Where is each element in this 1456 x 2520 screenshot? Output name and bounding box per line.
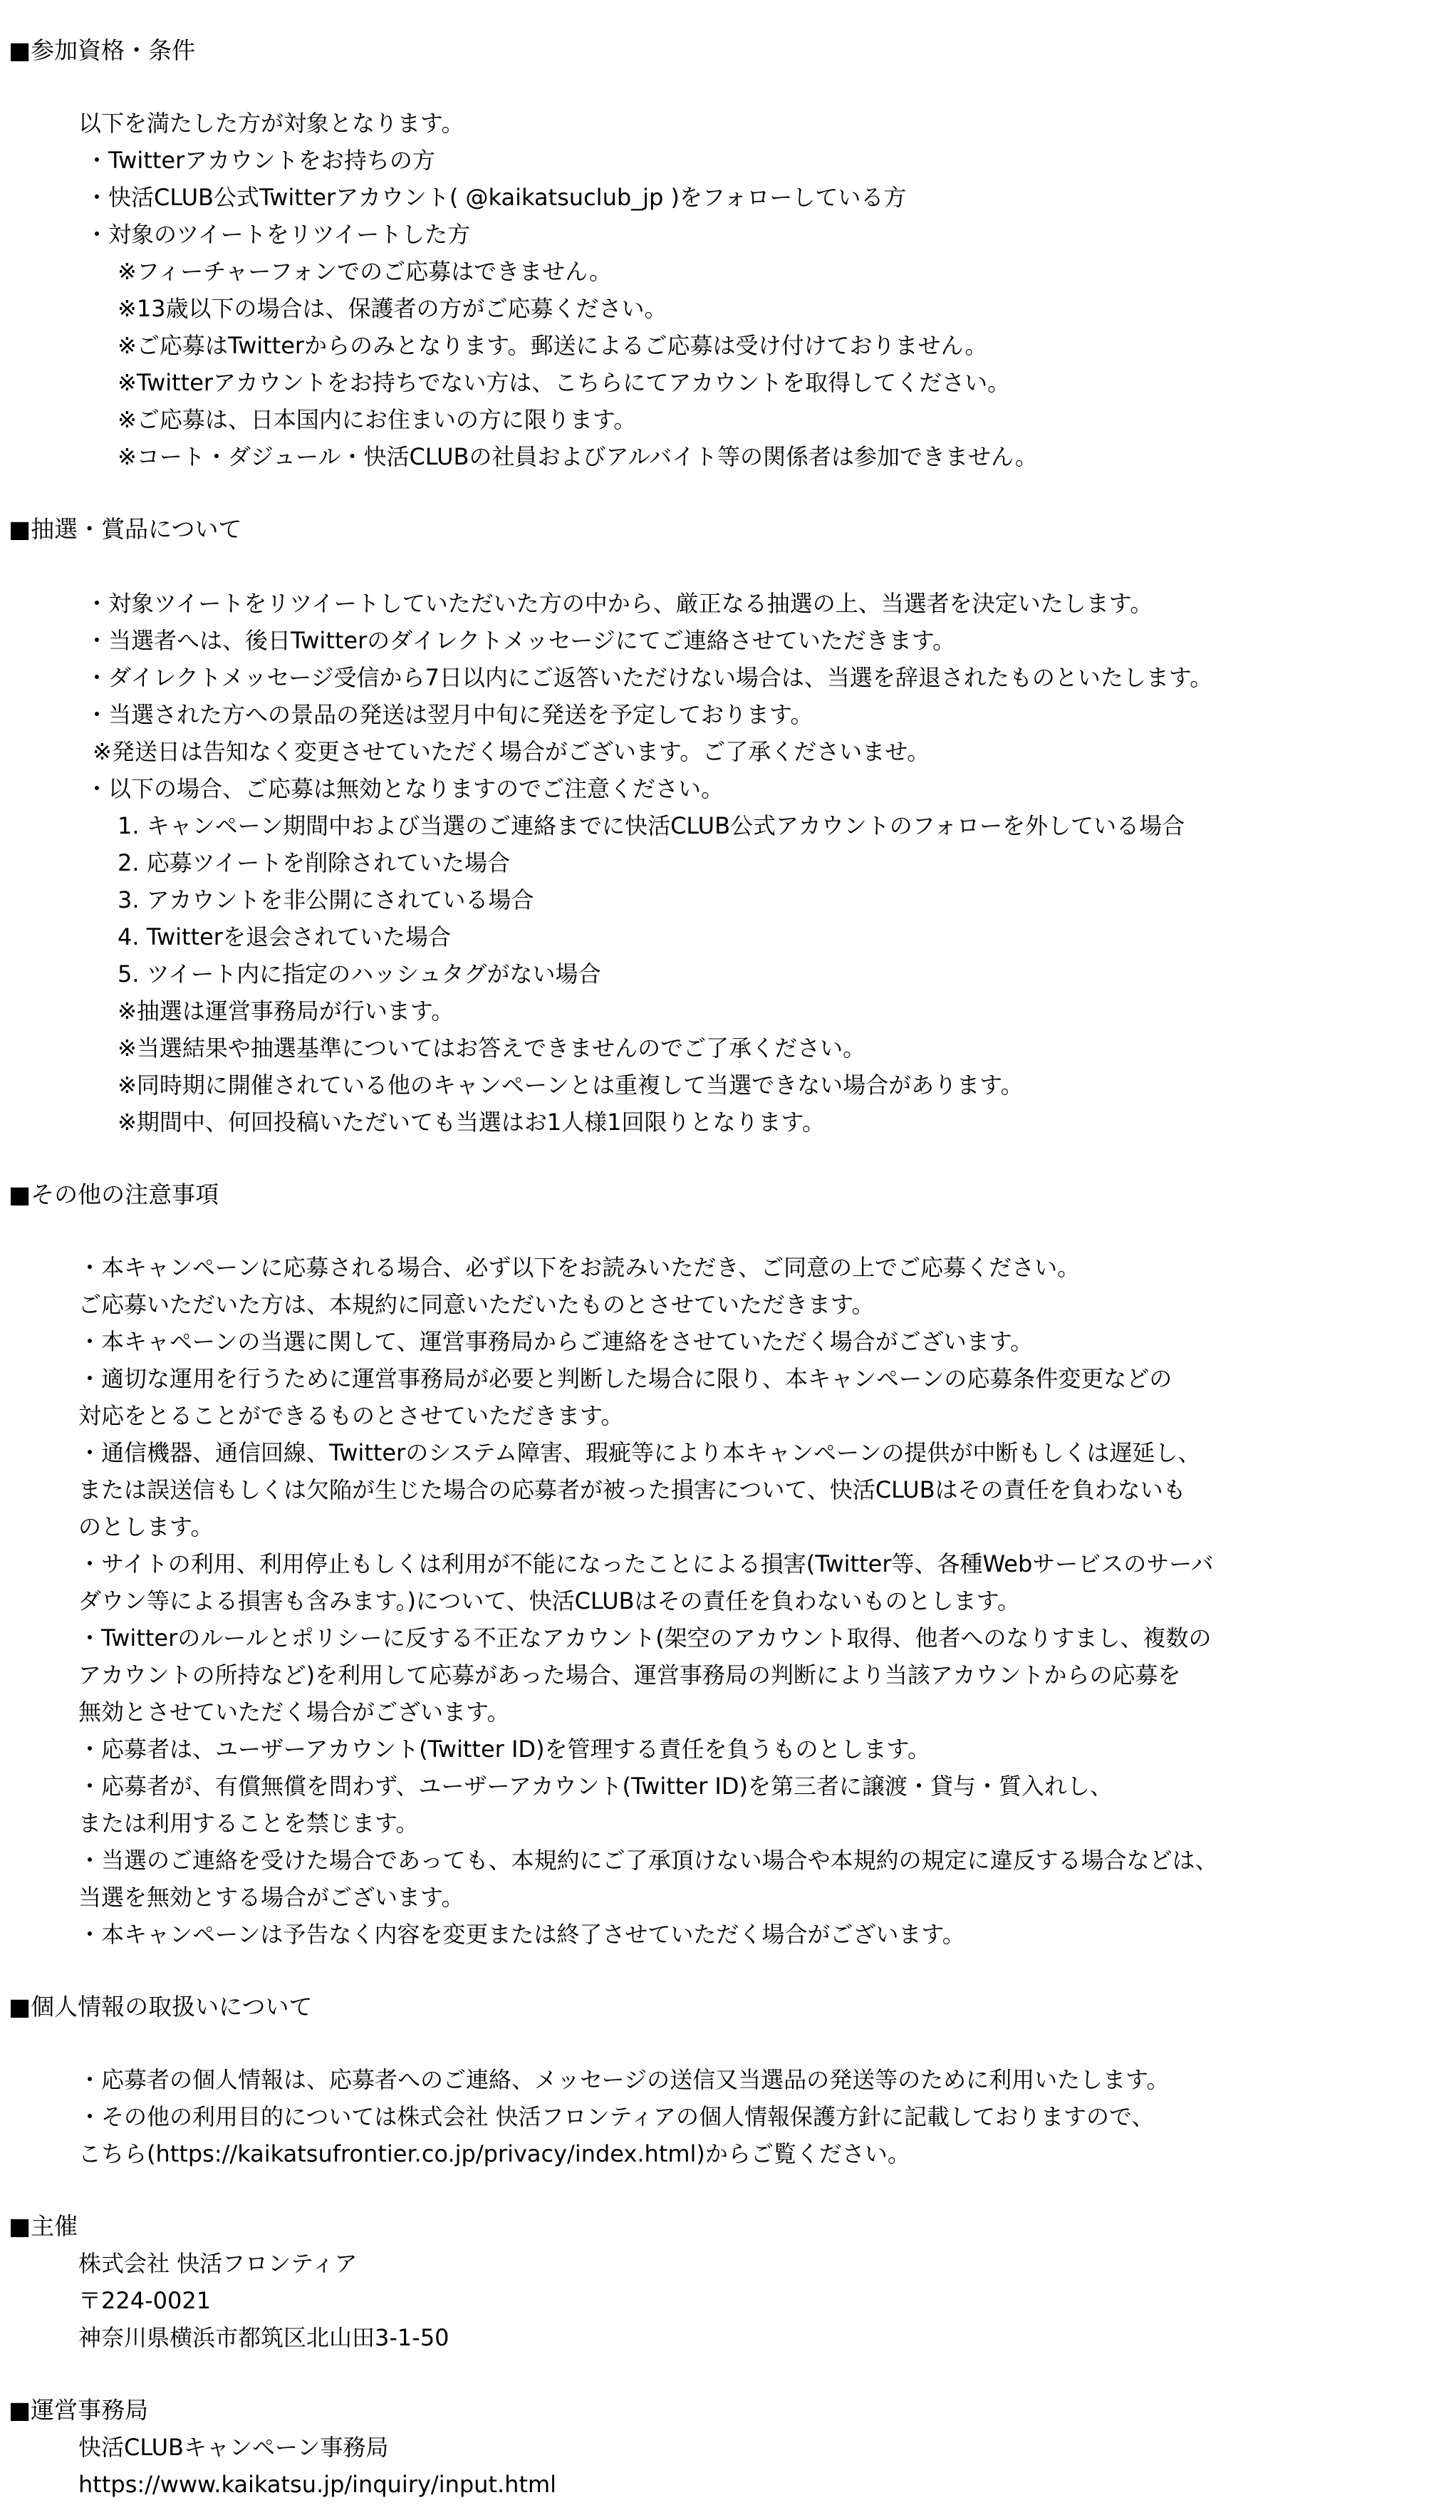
eligibility-note: ※Twitterアカウントをお持ちでない方は、こちらにてアカウントを取得してください。 — [118, 369, 1011, 396]
eligibility-note: ※フィーチャーフォンでのご応募はできません。 — [118, 258, 613, 285]
other-line: ・Twitterのルールとポリシーに反する不正なアカウント(架空のアカウント取得、他者へのなりすまし、複数の — [78, 1624, 1212, 1652]
eligibility-item: ・快活CLUB公式Twitterアカウント( @kaikatsuclub_jp )をフォローしている方 — [85, 184, 907, 211]
other-line: ・本キャペーンの当選に関して、運営事務局からご連絡をさせていただく場合がございます。 — [78, 1328, 1034, 1355]
office-name: 快活CLUBキャンペーン事務局 — [78, 2434, 389, 2461]
other-line: 無効とさせていただく場合がございます。 — [78, 1699, 510, 1726]
section-heading-other: ■その他の注意事項 — [9, 1181, 219, 1208]
eligibility-item: ・対象のツイートをリツイートした方 — [85, 221, 471, 248]
other-line: ・当選のご連絡を受けた場合であっても、本規約にご了承頂けない場合や本規約の規定に違反する場合などは、 — [78, 1847, 1218, 1874]
eligibility-intro: 以下を満たした方が対象となります。 — [78, 110, 464, 137]
section-heading-privacy: ■個人情報の取扱いについて — [9, 1993, 313, 2021]
other-line: ・サイトの利用、利用停止もしくは利用が不能になったことによる損害(Twitter等、各種Webサービスのサーバ — [78, 1550, 1214, 1577]
eligibility-note: ※ご応募はTwitterからのみとなります。郵送によるご応募は受け付けておりません。 — [118, 332, 988, 359]
eligibility-note: ※コート・ダジュール・快活CLUBの社員およびアルバイト等の関係者は参加できません。 — [118, 443, 1038, 470]
lottery-invalid-case: 5. ツイート内に指定のハッシュタグがない場合 — [118, 960, 601, 987]
section-heading-organizer: ■主催 — [9, 2212, 78, 2240]
other-line: ご応募いただいた方は、本規約に同意いただいたものとさせていただきます。 — [78, 1291, 875, 1318]
section-heading-office: ■運営事務局 — [9, 2396, 149, 2424]
other-line: 当選を無効とする場合がございます。 — [78, 1884, 464, 1911]
eligibility-note: ※13歳以下の場合は、保護者の方がご応募ください。 — [118, 295, 667, 322]
other-line: または誤送信もしくは欠陥が生じた場合の応募者が被った損害について、快活CLUBはその責任を負わないも — [78, 1476, 1186, 1503]
lottery-item: ・以下の場合、ご応募は無効となりますのでご注意ください。 — [85, 775, 724, 802]
lottery-item: ・当選された方への景品の発送は翌月中旬に発送を予定しております。 — [85, 701, 813, 728]
organizer-company: 株式会社 快活フロンティア — [78, 2250, 358, 2277]
lottery-note: ※同時期に開催されている他のキャンペーンとは重複して当選できない場合があります。 — [118, 1072, 1024, 1099]
other-line: ・応募者は、ユーザーアカウント(Twitter ID)を管理する責任を負うものとします。 — [78, 1736, 930, 1763]
other-line: ・適切な運用を行うために運営事務局が必要と判断した場合に限り、本キャンペーンの応募条件変更などの — [78, 1365, 1172, 1392]
other-line: ダウン等による損害も含みます。)について、快活CLUBはその責任を負わないものとします。 — [78, 1587, 1021, 1614]
other-line: アカウントの所持など)を利用して応募があった場合、運営事務局の判断により当該アカウントからの応募を — [78, 1661, 1181, 1689]
lottery-note: ※抽選は運営事務局が行います。 — [118, 997, 454, 1025]
office-url: https://www.kaikatsu.jp/inquiry/input.html — [78, 2471, 557, 2498]
lottery-item: ・ダイレクトメッセージ受信から7日以内にご返答いただけない場合は、当選を辞退されたものといたします。 — [85, 664, 1213, 691]
other-line: ・通信機器、通信回線、Twitterのシステム障害、瑕疵等により本キャンペーンの提供が中断もしくは遅延し、 — [78, 1439, 1201, 1466]
privacy-line: こちら(https://kaikatsufrontier.co.jp/privacy/index.html)からご覧ください。 — [78, 2140, 910, 2167]
privacy-line: ・応募者の個人情報は、応募者へのご連絡、メッセージの送信又当選品の発送等のために利用いたします。 — [78, 2066, 1170, 2093]
lottery-item: ※発送日は告知なく変更させていただく場合がございます。ご了承くださいませ。 — [93, 738, 930, 765]
section-heading-eligibility: ■参加資格・条件 — [9, 36, 196, 64]
lottery-invalid-case: 4. Twitterを退会されていた場合 — [118, 923, 451, 950]
other-line: ・応募者が、有償無償を問わず、ユーザーアカウント(Twitter ID)を第三者に譲渡・貸与・質入れし、 — [78, 1773, 1113, 1800]
eligibility-item: ・Twitterアカウントをお持ちの方 — [85, 147, 435, 174]
lottery-item: ・当選者へは、後日Twitterのダイレクトメッセージにてご連絡させていただきます。 — [85, 627, 956, 654]
eligibility-note: ※ご応募は、日本国内にお住まいの方に限ります。 — [118, 406, 637, 433]
lottery-note: ※期間中、何回投稿いただいても当選はお1人様1回限りとなります。 — [118, 1109, 825, 1136]
other-line: のとします。 — [78, 1513, 214, 1540]
lottery-invalid-case: 1. キャンペーン期間中および当選のご連絡までに快活CLUB公式アカウントのフォローを外している場合 — [118, 812, 1185, 839]
organizer-postal-code: 〒224-0021 — [78, 2287, 212, 2314]
other-line: ・本キャンペーンは予告なく内容を変更または終了させていただく場合がございます。 — [78, 1921, 965, 1948]
other-line: または利用することを禁じます。 — [78, 1810, 419, 1837]
other-line: 対応をとることができるものとさせていただきます。 — [78, 1402, 624, 1429]
lottery-invalid-case: 3. アカウントを非公開にされている場合 — [118, 886, 534, 913]
section-heading-lottery: ■抽選・賞品について — [9, 515, 242, 543]
other-line: ・本キャンペーンに応募される場合、必ず以下をお読みいただき、ご同意の上でご応募ください。 — [78, 1254, 1081, 1281]
lottery-item: ・対象ツイートをリツイートしていただいた方の中から、厳正なる抽選の上、当選者を決定いたします。 — [85, 590, 1153, 617]
organizer-address: 神奈川県横浜市都筑区北山田3-1-50 — [78, 2324, 449, 2351]
lottery-invalid-case: 2. 応募ツイートを削除されていた場合 — [118, 849, 511, 876]
lottery-note: ※当選結果や抽選基準についてはお答えできませんのでご了承ください。 — [118, 1035, 866, 1062]
privacy-line: ・その他の利用目的については株式会社 快活フロンティアの個人情報保護方針に記載しておりますので、 — [78, 2103, 1155, 2130]
